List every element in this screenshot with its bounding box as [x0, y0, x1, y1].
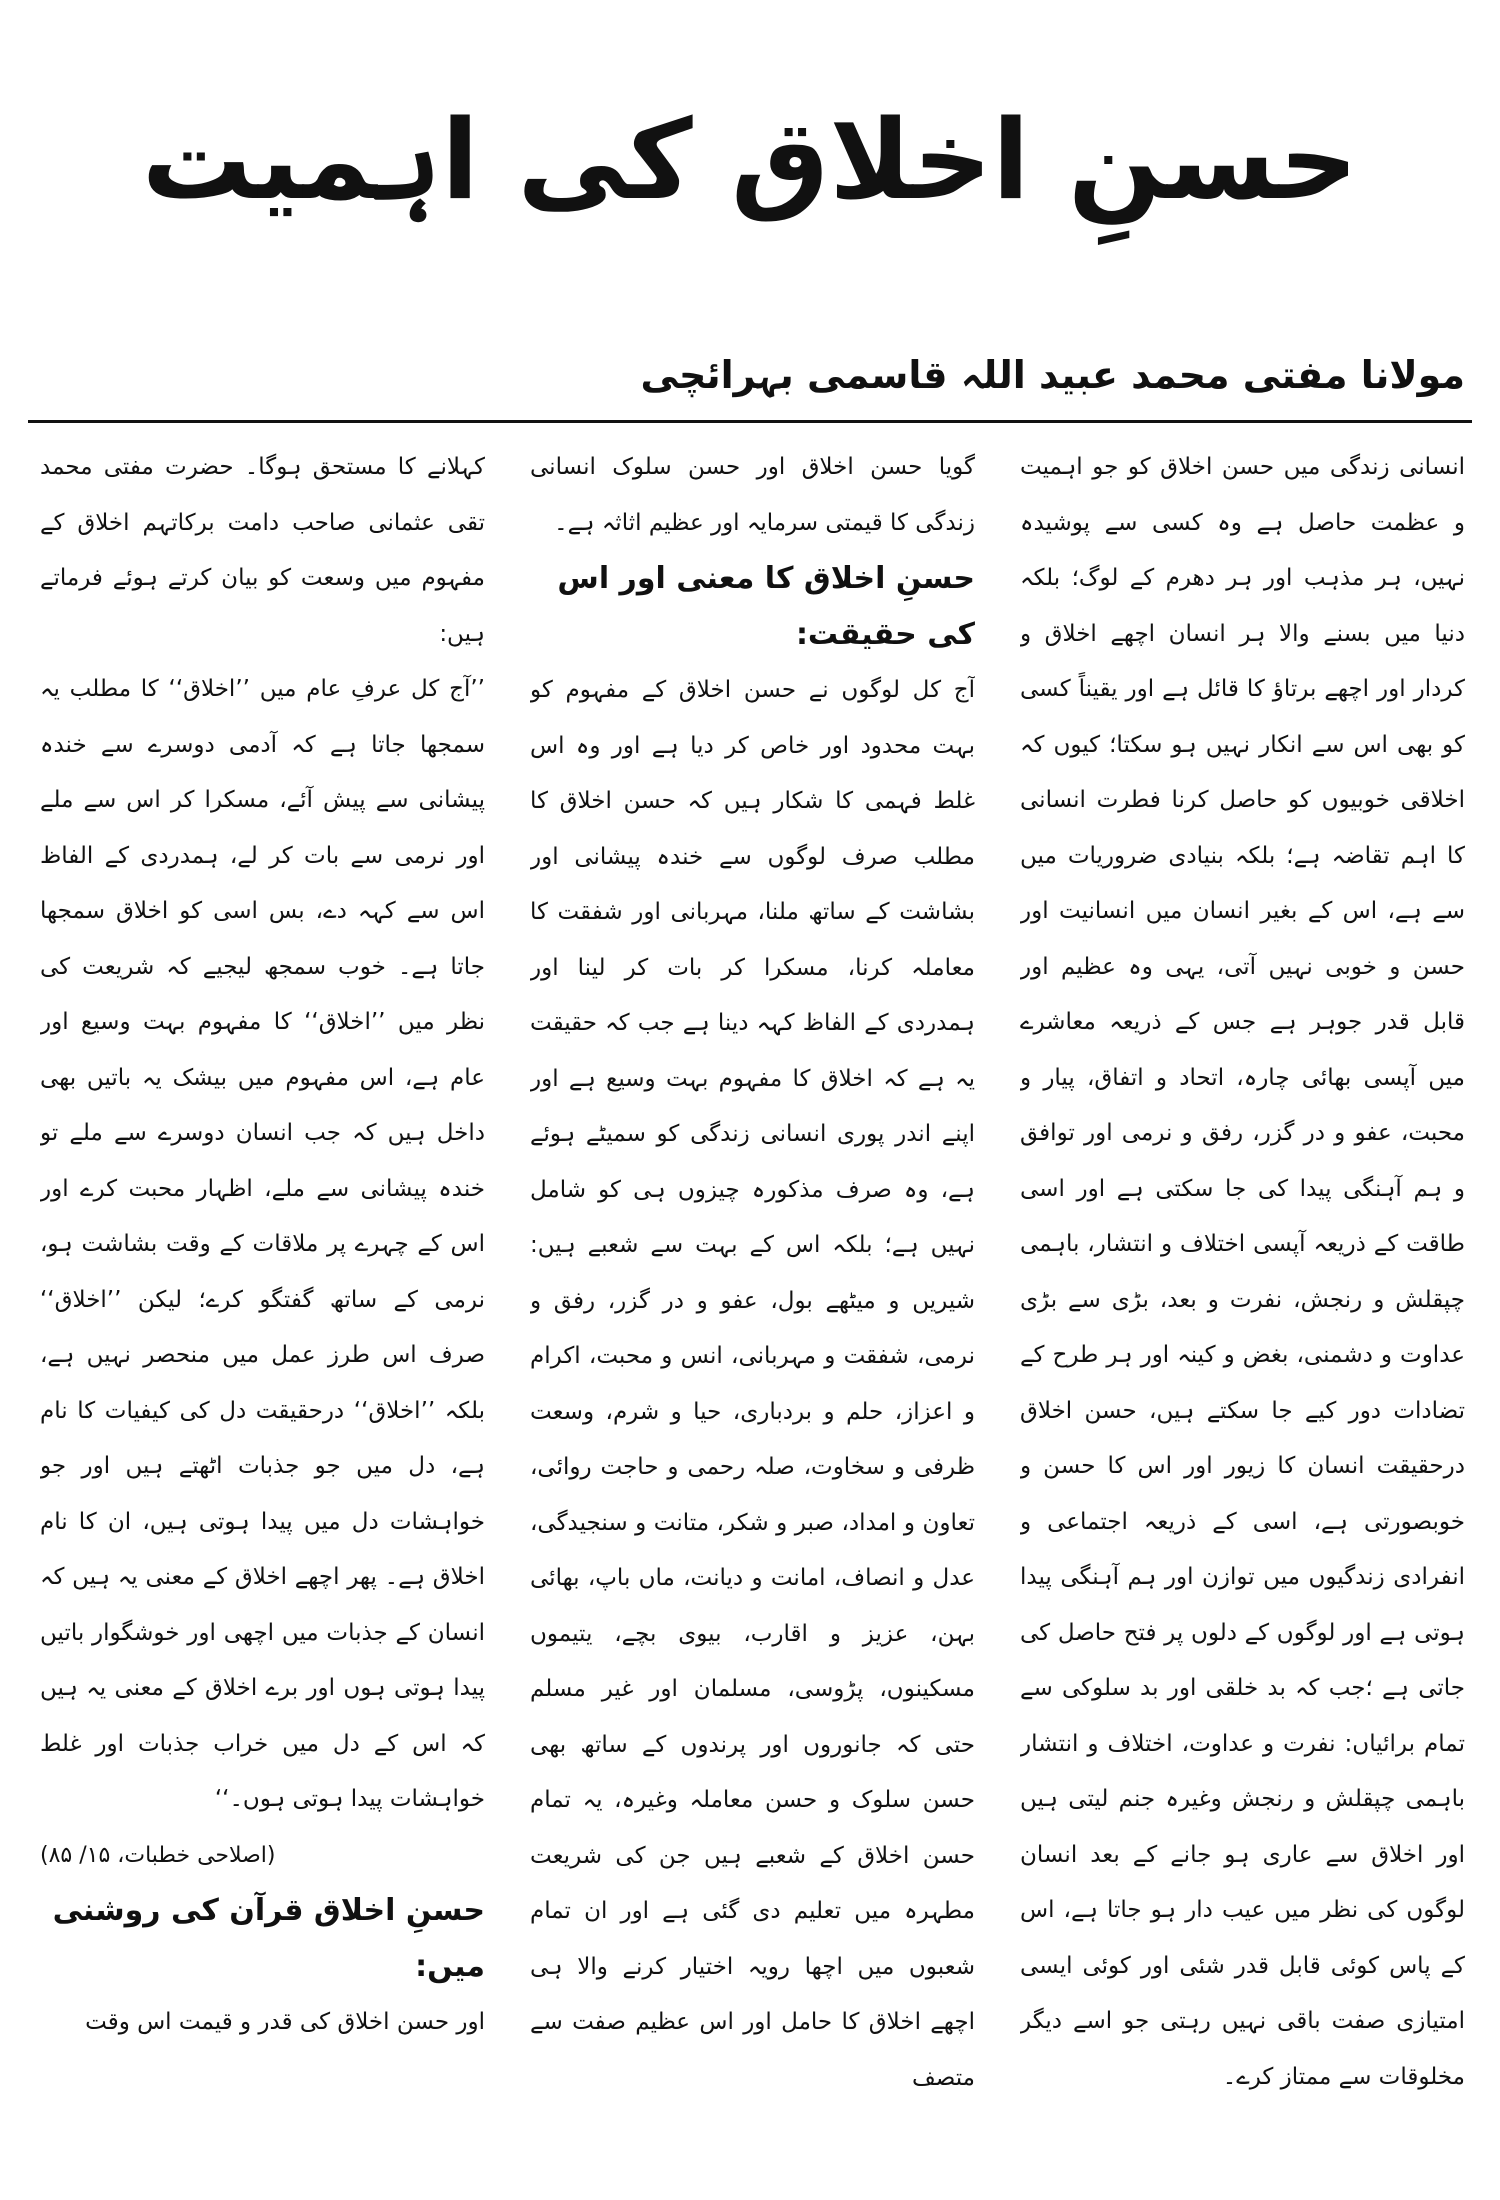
author-byline: مولانا مفتی محمد عبید اللہ قاسمی بہرائچی [640, 353, 1465, 397]
text-column-2 [530, 440, 975, 2180]
header-divider [28, 420, 1472, 423]
paragraph: انسانی زندگی میں حسن اخلاق کو جو اہمیت و عظمت حاصل ہے وہ کسی سے پوشیدہ نہیں، ہر مذہب اور ہر دھرم کے لوگ؛ بلکہ دنیا میں بسنے والا ہر انسان اچھے اخلاق و کردار اور اچھے برتاؤ کا قائل ہے اور یقیناً کسی کو بھی اس سے انکار نہیں ہو سکتا؛ کیوں کہ اخلاقی خوبیوں کو حاصل کرنا فطرت انسانی کا اہم تقاضہ ہے؛ بلکہ بنیادی ضروریات میں سے ہے، اس کے بغیر انسان میں انسانیت اور حسن و خوبی نہیں آتی، یہی وہ عظیم اور قابل قدر جوہر ہے جس کے ذریعہ معاشرے میں آپسی بھائی چارہ، اتحاد و اتفاق، پیار و محبت، عفو و در گزر، رفق و نرمی اور توافق و ہم آہنگی پیدا کی جا سکتی ہے اور اسی طاقت کے ذریعہ آپسی اختلاف و انتشار، باہمی چپقلش و رنجش، نفرت و بعد، بڑی سے بڑی عداوت و دشمنی، بغض و کینہ اور ہر طرح کے تضادات دور کیے جا سکتے ہیں، حسن اخلاق درحقیقت انسان کا زیور اور اس کا حسن و خوبصورتی ہے، اسی کے ذریعہ اجتماعی و انفرادی زندگیوں میں توازن اور ہم آہنگی پیدا ہوتی ہے اور لوگوں کے دلوں پر فتح حاصل کی جاتی ہے ؛جب کہ بد خلقی اور بد سلوکی سے تمام برائیاں: نفرت و عداوت، اختلاف و انتشار باہمی چپقلش و رنجش وغیرہ جنم لیتی ہیں اور اخلاق سے عاری ہو جانے کے بعد انسان لوگوں کی نظر میں عیب دار ہو جاتا ہے، اس کے پاس کوئی قابل قدر شئی اور کوئی ایسی امتیازی صفت باقی نہیں رہتی جو اسے دیگر مخلوقات سے ممتاز کرے۔ [1020, 454, 1465, 2090]
article-title: حسنِ اخلاق کی اہمیت [141, 96, 1359, 224]
paragraph: آج کل لوگوں نے حسن اخلاق کے مفہوم کو بہت محدود اور خاص کر دیا ہے اور وہ اس غلط فہمی کا شکار ہیں کہ حسن اخلاق کا مطلب صرف لوگوں سے خندہ پیشانی اور بشاشت کے ساتھ ملنا، مہربانی اور شفقت کا معاملہ کرنا، مسکرا کر بات کر لینا اور ہمدردی کے الفاظ کہہ دینا ہے جب کہ حقیقت یہ ہے کہ اخلاق کا مفہوم بہت وسیع ہے اور اپنے اندر پوری انسانی زندگی کو سمیٹے ہوئے ہے، وہ صرف مذکورہ چیزوں ہی کو شامل نہیں ہے؛ بلکہ اس کے بہت سے شعبے ہیں: شیریں و میٹھے بول، عفو و در گزر، رفق و نرمی، شفقت و مہربانی، انس و محبت، اکرام و اعزاز، حلم و بردباری، حیا و شرم، وسعت ظرفی و سخاوت، صلہ رحمی و حاجت روائی، تعاون و امداد، صبر و شکر، متانت و سنجیدگی، عدل و انصاف، امانت و دیانت، ماں باپ، بھائی بہن، عزیز و اقارب، بیوی بچے، یتیموں مسکینوں، پڑوسی، مسلمان اور غیر مسلم حتی کہ جانوروں اور پرندوں کے ساتھ بھی حسن سلوک و حسن معاملہ وغیرہ، یہ تمام حسن اخلاق کے شعبے ہیں جن کی شریعت مطہرہ میں تعلیم دی گئی ہے اور ان تمام شعبوں میں اچھا رویہ اختیار کرنے والا ہی اچھے اخلاق کا حامل اور اس عظیم صفت سے متصف [530, 677, 975, 2091]
paragraph: کہلانے کا مستحق ہوگا۔ حضرت مفتی محمد تقی عثمانی صاحب دامت برکاتہم اخلاق کے مفہوم میں وسعت کو بیان کرتے ہوئے فرماتے ہیں: [40, 454, 485, 647]
section-heading: حسنِ اخلاق کا معنی اور اس کی حقیقت: [557, 561, 975, 652]
paragraph: گویا حسن اخلاق اور حسن سلوک انسانی زندگی کا قیمتی سرمایہ اور عظیم اثاثہ ہے۔ [530, 454, 975, 536]
citation: (اصلاحی خطبات، ۱۵/ ۸۵) [40, 1842, 276, 1868]
text-column-1 [1020, 440, 1465, 2180]
paragraph: اور حسن اخلاق کی قدر و قیمت اس وقت [85, 2009, 485, 2035]
section-heading: حسنِ اخلاق قرآن کی روشنی میں: [52, 1893, 485, 1984]
text-column-3 [40, 440, 485, 2180]
quotation: ’’آج کل عرفِ عام میں ’’اخلاق‘‘ کا مطلب یہ سمجھا جاتا ہے کہ آدمی دوسرے سے خندہ پیشانی سے پیش آئے، مسکرا کر اس سے ملے اور نرمی سے بات کر لے، ہمدردی کے الفاظ اس سے کہہ دے، بس اسی کو اخلاق سمجھا جاتا ہے۔ خوب سمجھ لیجیے کہ شریعت کی نظر میں ’’اخلاق‘‘ کا مفہوم بہت وسیع اور عام ہے، اس مفہوم میں بیشک یہ باتیں بھی داخل ہیں کہ جب انسان دوسرے سے ملے تو خندہ پیشانی سے ملے، اظہار محبت کرے اور اس کے چہرے پر ملاقات کے وقت بشاشت ہو، نرمی کے ساتھ گفتگو کرے؛ لیکن ’’اخلاق‘‘ صرف اس طرز عمل میں منحصر نہیں ہے، بلکہ ’’اخلاق‘‘ درحقیقت دل کی کیفیات کا نام ہے، دل میں جو جذبات اٹھتے ہیں اور جو خواہشات دل میں پیدا ہوتی ہیں، ان کا نام اخلاق ہے۔ پھر اچھے اخلاق کے معنی یہ ہیں کہ انسان کے جذبات میں اچھی اور خوشگوار باتیں پیدا ہوتی ہوں اور برے اخلاق کے معنی یہ ہیں کہ اس کے دل میں خراب جذبات اور غلط خواہشات پیدا ہوتی ہوں۔‘‘ [40, 676, 485, 1812]
